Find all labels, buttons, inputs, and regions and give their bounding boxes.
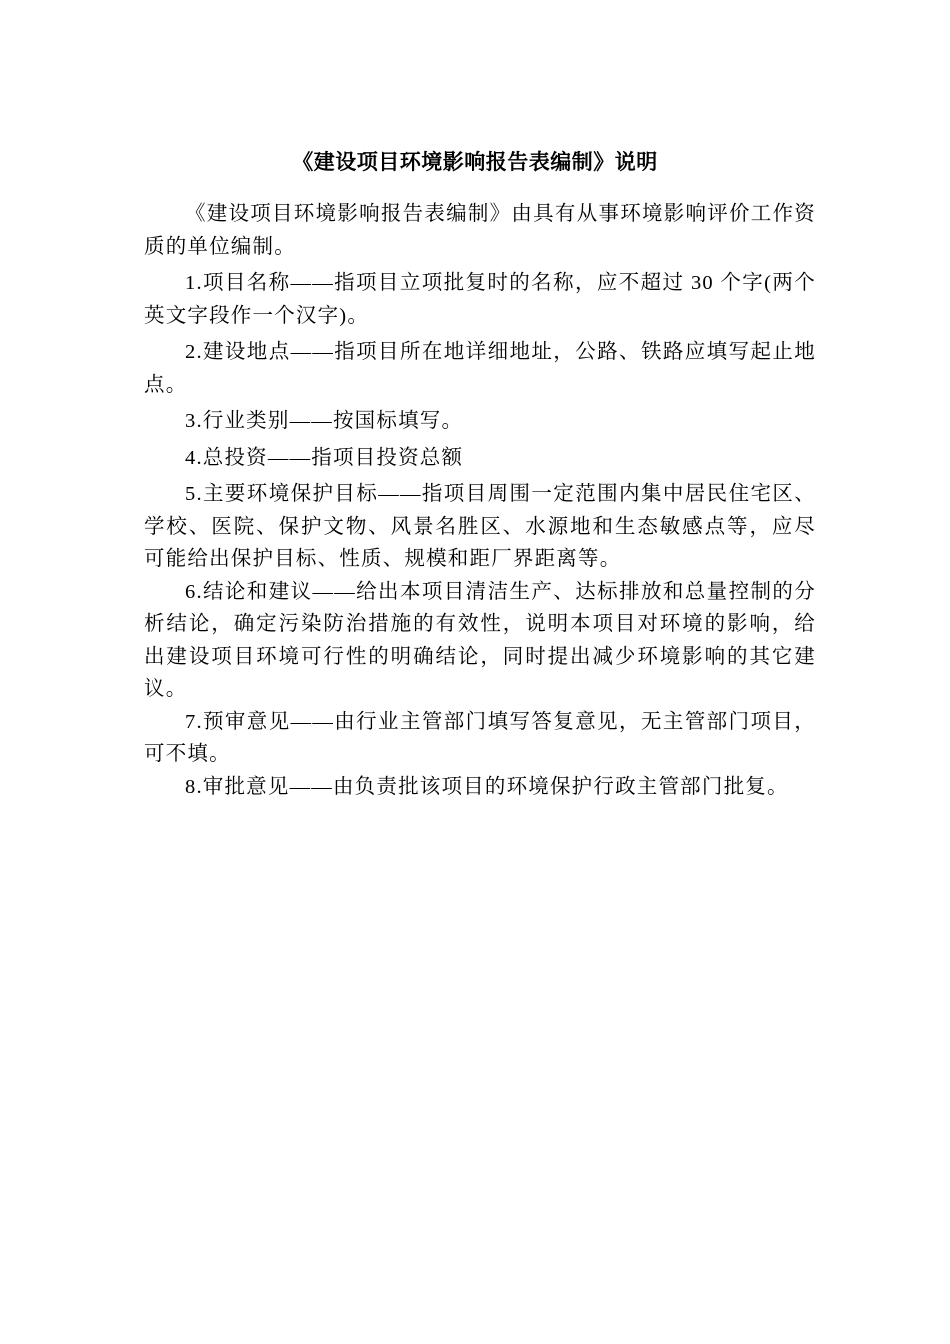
item-preliminary-review: 7.预审意见——由行业主管部门填写答复意见，无主管部门项目，可不填。 <box>144 710 816 765</box>
item-project-name: 1.项目名称——指项目立项批复时的名称，应不超过 30 个字(两个英文字段作一个汉字)。 <box>144 272 816 327</box>
item-protection-targets: 5.主要环境保护目标——指项目周围一定范围内集中居民住宅区、学校、医院、保护文物、风景名胜区、水源地和生态敏感点等，应尽可能给出保护目标、性质、规模和距厂界距离等。 <box>144 483 816 570</box>
document-body <box>144 198 816 803</box>
document-title: 《建设项目环境影响报告表编制》说明 <box>292 150 658 174</box>
item-construction-site: 2.建设地点——指项目所在地详细地址，公路、铁路应填写起止地点。 <box>144 341 816 396</box>
item-total-investment: 4.总投资——指项目投资总额 <box>185 446 464 469</box>
item-industry-category: 3.行业类别——按国标填写。 <box>185 410 464 432</box>
item-conclusions: 6.结论和建议——给出本项目清洁生产、达标排放和总量控制的分析结论，确定污染防治措施的有效性，说明本项目对环境的影响，给出建设项目环境可行性的明确结论，同时提出减少环境影响的其它建议。 <box>144 580 816 700</box>
intro-paragraph: 《建设项目环境影响报告表编制》由具有从事环境影响评价工作资质的单位编制。 <box>144 203 816 258</box>
item-approval-opinion: 8.审批意见——由负责批该项目的环境保护行政主管部门批复。 <box>185 775 789 798</box>
